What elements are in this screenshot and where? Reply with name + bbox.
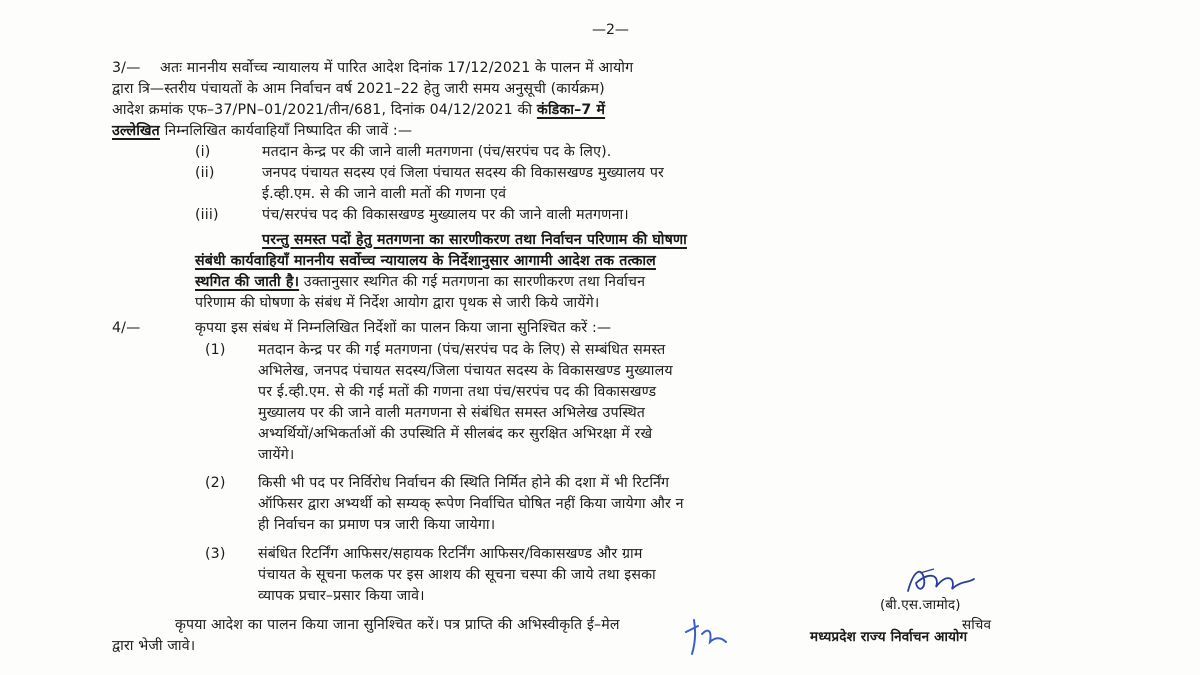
- item-ii-text2: ई.व्ही.एम. से की जाने वाली मतों की गणना एवं: [262, 186, 507, 202]
- section4-intro: कृपया इस संबंध में निम्नलिखित निर्देशों का पालन किया जाना सुनिश्चित करें :—: [195, 320, 612, 336]
- s4-item2-line2: ऑफिसर द्वारा अभ्यर्थी को सम्यक् रूपेण निर्वाचित घोषित नहीं किया जायेगा और न: [258, 496, 684, 512]
- section3-line2: द्वारा त्रि—स्तरीय पंचायतों के आम निर्वाचन वर्ष 2021–22 हेतु जारी समय अनुसूची (कार्यक्रम): [112, 81, 605, 97]
- page-number: —2—: [592, 22, 629, 38]
- item-iii-num: (iii): [195, 207, 219, 223]
- section3-line1: अतः माननीय सर्वोच्च न्यायालय में पारित आदेश दिनांक 17/12/2021 के पालन में आयोग: [160, 60, 634, 76]
- s4-item1-line3: पर ई.व्ही.एम. से की गई मतों की गणना तथा पंच/सरपंच पद की विकासखण्ड: [258, 384, 657, 400]
- section3-line4-text: निम्नलिखित कार्यवाहियाँ निष्पादित की जावें :—: [164, 123, 413, 139]
- section4-number: 4/—: [112, 320, 141, 336]
- stay-notice-line3: [195, 273, 645, 291]
- s4-item1-line5: अभ्यर्थियों/अभिकर्ताओं की उपस्थिति में सीलबंद कर सुरक्षित अभिरक्षा में रखे: [258, 426, 653, 442]
- item-ii-text: जनपद पंचायत सदस्य एवं जिला पंचायत सदस्य की विकासखण्ड मुख्यालय पर: [262, 165, 665, 181]
- stay-notice-bold-end: स्थगित की जाती है।: [195, 274, 300, 290]
- item-iii-text: पंच/सरपंच पद की विकासखण्ड मुख्यालय पर की जाने वाली मतगणना।: [262, 207, 629, 223]
- item-i-num: (i): [195, 144, 211, 160]
- s4-item3-line3: व्यापक प्रचार–प्रसार किया जावे।: [258, 588, 425, 604]
- signature-mark: [900, 561, 980, 601]
- item-ii-num: (ii): [195, 165, 215, 181]
- s4-item1-line2: अभिलेख, जनपद पंचायत सदस्य/जिला पंचायत सदस्य के विकासखण्ड मुख्यालय: [258, 363, 673, 379]
- s4-item1-line1: मतदान केन्द्र पर की गई मतगणना (पंच/सरपंच पद के लिए) से सम्बंधित समस्त: [258, 342, 666, 358]
- s4-item1-num: (1): [205, 342, 226, 358]
- signatory-office: मध्यप्रदेश राज्य निर्वाचन आयोग: [810, 629, 968, 645]
- section3-line3-text: आदेश क्रमांक एफ–37/PN–01/2021/तीन/681, दिनांक 04/12/2021 की: [112, 102, 533, 118]
- signatory-designation: सचिव: [962, 617, 992, 633]
- ullekhit-word: उल्लेखित: [112, 123, 160, 139]
- item-i-text: मतदान केन्द्र पर की जाने वाली मतगणना (पंच/सरपंच पद के लिए).: [262, 144, 612, 160]
- stay-notice-line1: परन्तु समस्त पदों हेतु मतगणना का सारणीकरण तथा निर्वाचन परिणाम की घोषणा: [262, 232, 687, 248]
- stay-notice-line2: संबंधी कार्यवाहियाँ माननीय सर्वोच्च न्यायालय के निर्देशानुसार आगामी आदेश तक तत्काल: [195, 253, 656, 269]
- s4-item2-num: (2): [205, 475, 226, 491]
- s4-item1-line4: मुख्यालय पर की जाने वाली मतगणना से संबंधित समस्त अभिलेख उपस्थित: [258, 405, 646, 421]
- initials-mark: [680, 612, 740, 657]
- section3-line4: [112, 122, 412, 140]
- s4-item3-line2: पंचायत के सूचना फलक पर इस आशय की सूचना चस्पा की जाये तथा इसका: [258, 567, 656, 583]
- signatory-name: (बी.एस.जामोद): [880, 597, 961, 613]
- s4-item2-line3: ही निर्वाचन का प्रमाण पत्र जारी किया जायेगा।: [258, 517, 496, 533]
- stay-notice-continuation: उक्तानुसार स्थगित की गई मतगणना का सारणीकरण तथा निर्वाचन: [303, 274, 646, 290]
- s4-item1-line6: जायेंगे।: [258, 447, 295, 463]
- section3-number: 3/—: [112, 60, 141, 76]
- section3-line3: [112, 101, 605, 119]
- s4-item2-line1: किसी भी पद पर निर्विरोध निर्वाचन की स्थिति निर्मित होने की दशा में भी रिटर्निंग: [258, 475, 670, 491]
- section3-last-line: परिणाम की घोषणा के संबंध में निर्देश आयोग द्वारा पृथक से जारी किये जायेंगे।: [195, 295, 600, 311]
- closing-line1: कृपया आदेश का पालन किया जाना सुनिश्चित करें। पत्र प्राप्ति की अभिस्वीकृति ई–मेल: [175, 617, 620, 633]
- s4-item3-num: (3): [205, 546, 226, 562]
- kandika-reference: कंडिका–7 में: [536, 102, 606, 118]
- closing-line2: द्वारा भेजी जावे।: [112, 638, 196, 654]
- s4-item3-line1: संबंधित रिटर्निंग आफिसर/सहायक रिटर्निंग आफिसर/विकासखण्ड और ग्राम: [258, 546, 643, 562]
